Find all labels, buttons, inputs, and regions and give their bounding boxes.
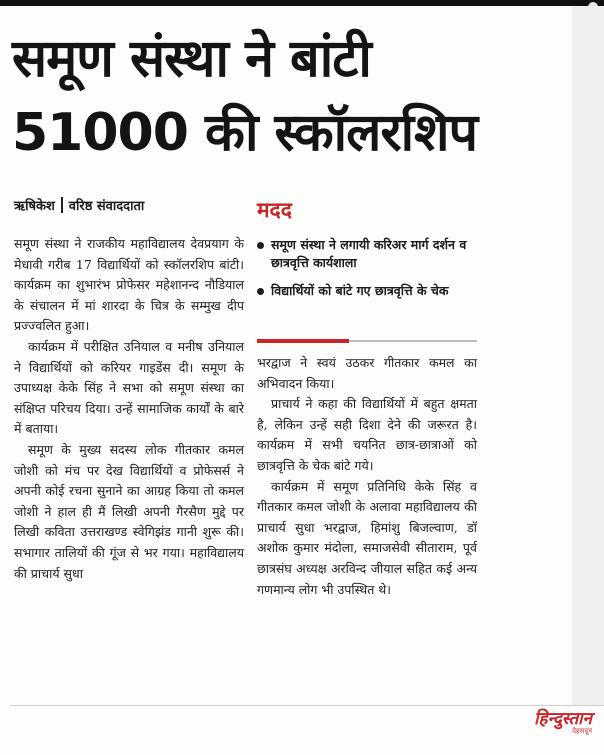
logo-edition: देहरादून	[572, 727, 592, 735]
sidebar-box	[257, 236, 477, 310]
sidebar-points	[257, 236, 477, 300]
article-paragraph: भरद्वाज ने स्वयं उठकर गीतकार कमल का अभिवादन किया।	[257, 355, 477, 391]
article-paragraph: प्राचार्य ने कहा की विद्यार्थियों में बहुत क्षमता है, लेकिन उन्हें सही दिशा देने की जरूरत है। कार्यक्रम में सभी चयनित छात्र-छात्राओं को छात्रवृत्ति के चेक बांटे गये।	[257, 396, 477, 473]
article-column-left	[14, 234, 244, 584]
article-column-right	[257, 353, 477, 600]
article-paragraph: समूण संस्था ने राजकीय महाविद्यालय देवप्रयाग के मेधावी गरीब 17 विद्यार्थियों को स्कॉलरशिप बांटी। कार्यक्रम का शुभारंभ प्रोफेसर महेशानन्द नौडियाल के संचालन में मां शारदा के चित्र के सम्मुख दीप प्रज्ज्वलित हुआ।	[14, 236, 244, 334]
sidebar-point: विद्यार्थियों को बांटे गए छात्रवृत्ति के चेक	[257, 282, 477, 300]
headline-line-2: 51000 की स्कॉलरशिप	[12, 103, 478, 163]
article-paragraph: समूण के मुख्य सदस्य लोक गीतकार कमल जोशी को मंच पर देख विद्यार्थियों व प्रोफेसर्स ने अपनी कोई रचना सुनाने का आग्रह किया तो कमल जोशी ने हाल ही मैं लिखी अपनी गैरसैण मुद्दे पर लिखी कविता उत्तराखण्ड स्वेगिझंड गानी शुरू की। सभागार तालियों की गूंज से भर गया। महाविद्यालय की प्राचार्य सुधा	[14, 441, 244, 581]
article-paragraph: कार्यक्रम में समूण प्रतिनिधि केके सिंह व गीतकार कमल जोशी के अलावा महाविद्यालय की प्राचार्य सुधा भरद्वाज, हिमांशु बिजल्वाण, डॉ अशोक कुमार मंदोला, समाजसेवी सीताराम, पूर्व छात्रसंघ अध्यक्ष अरविन्द जीयाल सहित कई अन्य गणमान्य लोग भी उपस्थित थे।	[257, 478, 477, 597]
sidebar-title: मदद	[257, 198, 292, 222]
sidebar-rule	[257, 340, 477, 342]
sidebar-point: समूण संस्था ने लगायी करिअर मार्ग दर्शन व छात्रवृत्ति कार्यशाला	[257, 236, 477, 272]
article-paragraph: कार्यक्रम में परीक्षित उनियाल व मनीष उनियाल ने विद्यार्थियों को करियर गाइडेंस दी। समूण के उपाध्यक्ष केके सिंह ने सभा को समूण संस्था का संक्षिप्त परिचय दिया। उन्हें सामाजिक कार्यों के बारे में बताया।	[14, 338, 244, 437]
byline-place: ऋषिकेश	[14, 199, 55, 214]
page-right-margin	[572, 6, 604, 706]
sidebar-rule-accent	[257, 339, 349, 343]
top-bar	[0, 0, 604, 6]
headline-line-1: समूण संस्था ने बांटी	[12, 29, 371, 89]
footer-divider	[10, 705, 604, 706]
byline-reporter: वरिष्ठ संवाददाता	[68, 199, 145, 214]
byline-separator	[61, 197, 63, 213]
newspaper-logo	[534, 706, 592, 736]
byline	[14, 196, 144, 214]
logo-name: हिन्दुस्तान	[534, 709, 592, 729]
